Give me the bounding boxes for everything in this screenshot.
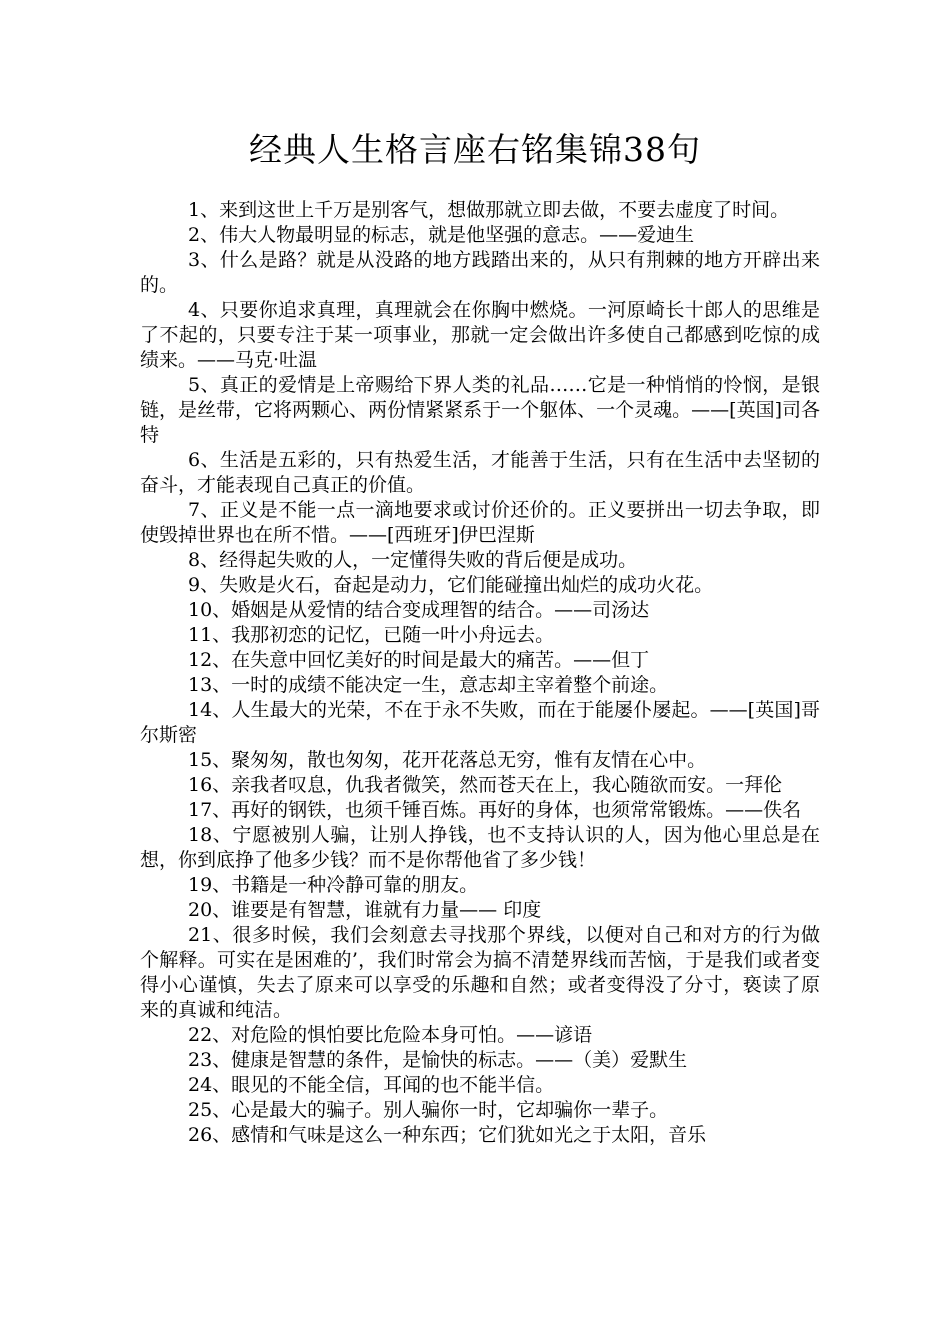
quote-paragraph-20: 20、谁要是有智慧，谁就有力量—— 印度	[188, 899, 542, 921]
quote-paragraph-22: 22、对危险的惧怕要比危险本身可怕。——谚语	[188, 1024, 593, 1046]
quote-paragraph-19: 19、书籍是一种冷静可靠的朋友。	[188, 874, 479, 896]
document-title: 经典人生格言座右铭集锦38句	[249, 130, 701, 169]
quote-paragraph-4: 4、只要你追求真理，真理就会在你胸中燃烧。一河原崎长十郎人的思维是了不起的，只要专注于某一项事业，那就一定会做出许多使自己都感到吃惊的成绩来。——马克·吐温	[140, 299, 820, 371]
quote-paragraph-1: 1、来到这世上千万是别客气，想做那就立即去做，不要去虚度了时间。	[188, 199, 790, 221]
quote-paragraph-11: 11、我那初恋的记忆，已随一叶小舟远去。	[188, 624, 555, 646]
quote-paragraph-2: 2、伟大人物最明显的标志，就是他坚强的意志。——爱迪生	[188, 224, 695, 246]
quote-paragraph-18: 18、宁愿被别人骗，让别人挣钱，也不支持认识的人，因为他心里总是在想，你到底挣了他多少钱？而不是你帮他省了多少钱！	[140, 824, 820, 871]
quote-paragraph-15: 15、聚匆匆，散也匆匆，花开花落总无穷，惟有友情在心中。	[188, 749, 707, 771]
document-body	[140, 198, 820, 1148]
quote-paragraph-5: 5、真正的爱情是上帝赐给下界人类的礼品……它是一种悄悄的怜悯，是银链，是丝带，它将两颗心、两份情紧紧系于一个躯体、一个灵魂。——[英国]司各特	[140, 374, 820, 446]
quote-paragraph-8: 8、经得起失败的人，一定懂得失败的背后便是成功。	[188, 549, 638, 571]
quote-paragraph-16: 16、亲我者叹息，仇我者微笑，然而苍天在上，我心随欲而安。一拜伦	[188, 774, 783, 796]
quote-paragraph-12: 12、在失意中回忆美好的时间是最大的痛苦。——但丁	[188, 649, 650, 671]
quote-paragraph-21: 21、很多时候，我们会刻意去寻找那个界线，以便对自己和对方的行为做个解释。可实在是困难的’，我们时常会为搞不清楚界线而苦恼，于是我们或者变得小心谨慎，失去了原来可以享受的乐趣和自然；或者变得没了分寸，亵读了原来的真诚和纯洁。	[140, 924, 820, 1021]
quote-paragraph-26: 26、感情和气味是这么一种东西；它们犹如光之于太阳，音乐	[188, 1124, 707, 1146]
quote-paragraph-13: 13、一时的成绩不能决定一生，意志却主宰着整个前途。	[188, 674, 669, 696]
quote-paragraph-24: 24、眼见的不能全信，耳闻的也不能半信。	[188, 1074, 555, 1096]
quote-paragraph-10: 10、婚姻是从爱情的结合变成理智的结合。——司汤达	[188, 599, 650, 621]
quote-paragraph-7: 7、正义是不能一点一滴地要求或讨价还价的。正义要拼出一切去争取，即使毁掉世界也在所不惜。——[西班牙]伊巴涅斯	[140, 499, 820, 546]
quote-paragraph-23: 23、健康是智慧的条件，是愉快的标志。——（美）爱默生	[188, 1049, 688, 1071]
quote-paragraph-6: 6、生活是五彩的，只有热爱生活，才能善于生活，只有在生活中去坚韧的奋斗，才能表现自己真正的价值。	[140, 449, 820, 496]
quote-paragraph-9: 9、失败是火石，奋起是动力，它们能碰撞出灿烂的成功火花。	[188, 574, 714, 596]
quote-paragraph-3: 3、什么是路？就是从没路的地方践踏出来的，从只有荆棘的地方开辟出来的。	[140, 249, 820, 296]
quote-paragraph-14: 14、人生最大的光荣，不在于永不失败，而在于能屡仆屡起。——[英国]哥尔斯密	[140, 699, 820, 746]
quote-paragraph-17: 17、再好的钢铁，也须千锤百炼。再好的身体，也须常常锻炼。——佚名	[188, 799, 802, 821]
quote-paragraph-25: 25、心是最大的骗子。别人骗你一时，它却骗你一辈子。	[188, 1099, 669, 1121]
